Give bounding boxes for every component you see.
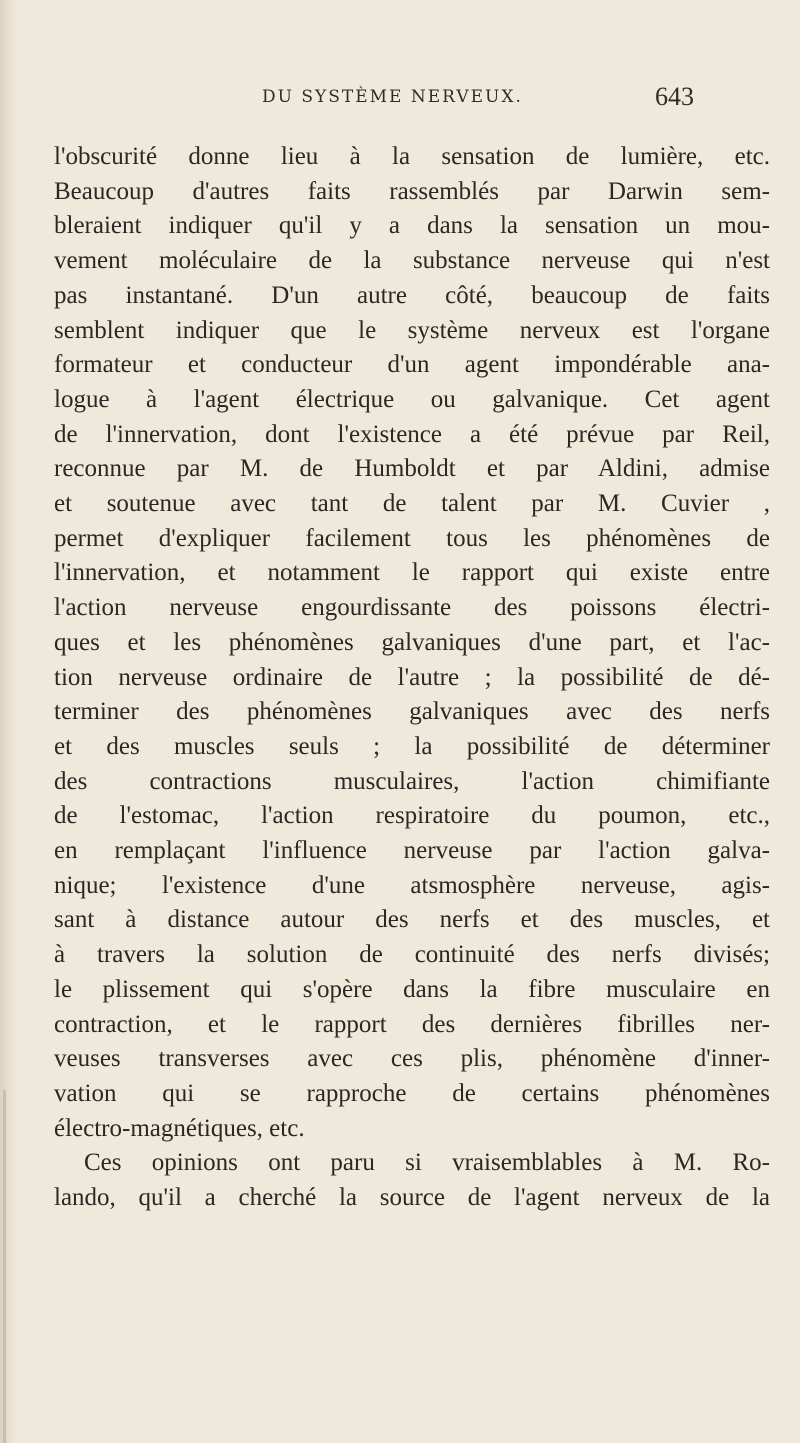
text-line: à travers la solution de continuité des nerfs divisés;	[54, 941, 770, 969]
text-line: l'action nerveuse engourdissante des poissons électri-	[54, 594, 770, 622]
text-line: lando, qu'il a cherché la source de l'agent nerveux de la	[54, 1184, 770, 1212]
text-line: l'obscurité donne lieu à la sensation de lumière, etc.	[54, 143, 770, 170]
text-line: veuses transverses avec ces plis, phénomène d'inner-	[54, 1045, 770, 1073]
text-line: l'innervation, et notamment le rapport qui existe entre	[54, 559, 770, 587]
text-line: et soutenue avec tant de talent par M. Cuvier ,	[54, 490, 770, 518]
text-line: et des muscles seuls ; la possibilité de déterminer	[54, 732, 770, 760]
text-line: logue à l'agent électrique ou galvanique. Cet agent	[54, 385, 770, 413]
text-line: bleraient indiquer qu'il y a dans la sensation un mou-	[54, 212, 770, 240]
paragraph-end-line: électro-magnétiques, etc.	[54, 1114, 305, 1142]
text-line: vation qui se rapproche de certains phénomènes	[54, 1079, 770, 1107]
body-text	[54, 140, 770, 1216]
text-line: vement moléculaire de la substance nerveuse qui n'est	[54, 247, 770, 275]
text-line: sant à distance autour des nerfs et des muscles, et	[54, 906, 770, 934]
text-line: semblent indiquer que le système nerveux est l'organe	[54, 316, 770, 344]
page-number: 643	[655, 82, 694, 111]
text-line: nique; l'existence d'une atsmosphère nerveuse, agis-	[54, 871, 770, 899]
paragraph-start-line: Ces opinions ont paru si vraisemblables à M. Ro-	[84, 1149, 770, 1177]
text-line: formateur et conducteur d'un agent impondérable ana-	[54, 351, 770, 379]
text-line: terminer des phénomènes galvaniques avec des nerfs	[54, 698, 770, 726]
text-line: des contractions musculaires, l'action chimifiante	[54, 767, 770, 795]
text-line: le plissement qui s'opère dans la fibre musculaire en	[54, 975, 770, 1003]
text-line: en remplaçant l'influence nerveuse par l'action galva-	[54, 837, 770, 865]
text-line: ques et les phénomènes galvaniques d'une part, et l'ac-	[54, 628, 770, 656]
text-line: de l'estomac, l'action respiratoire du poumon, etc.,	[54, 802, 770, 830]
binding-gutter	[3, 1090, 6, 1443]
text-line: contraction, et le rapport des dernières fibrilles ner-	[54, 1010, 770, 1038]
text-line: tion nerveuse ordinaire de l'autre ; la possibilité de dé-	[54, 663, 770, 691]
running-title: DU SYSTÈME NERVEUX.	[262, 87, 523, 107]
text-line: pas instantané. D'un autre côté, beaucoup de faits	[54, 281, 770, 309]
text-line: reconnue par M. de Humboldt et par Aldini, admise	[54, 455, 770, 483]
text-line: permet d'expliquer facilement tous les phénomènes de	[54, 524, 770, 552]
text-line: Beaucoup d'autres faits rassemblés par Darwin sem-	[54, 177, 770, 205]
text-line: de l'innervation, dont l'existence a été prévue par Reil,	[54, 420, 770, 448]
page-header	[0, 82, 800, 118]
